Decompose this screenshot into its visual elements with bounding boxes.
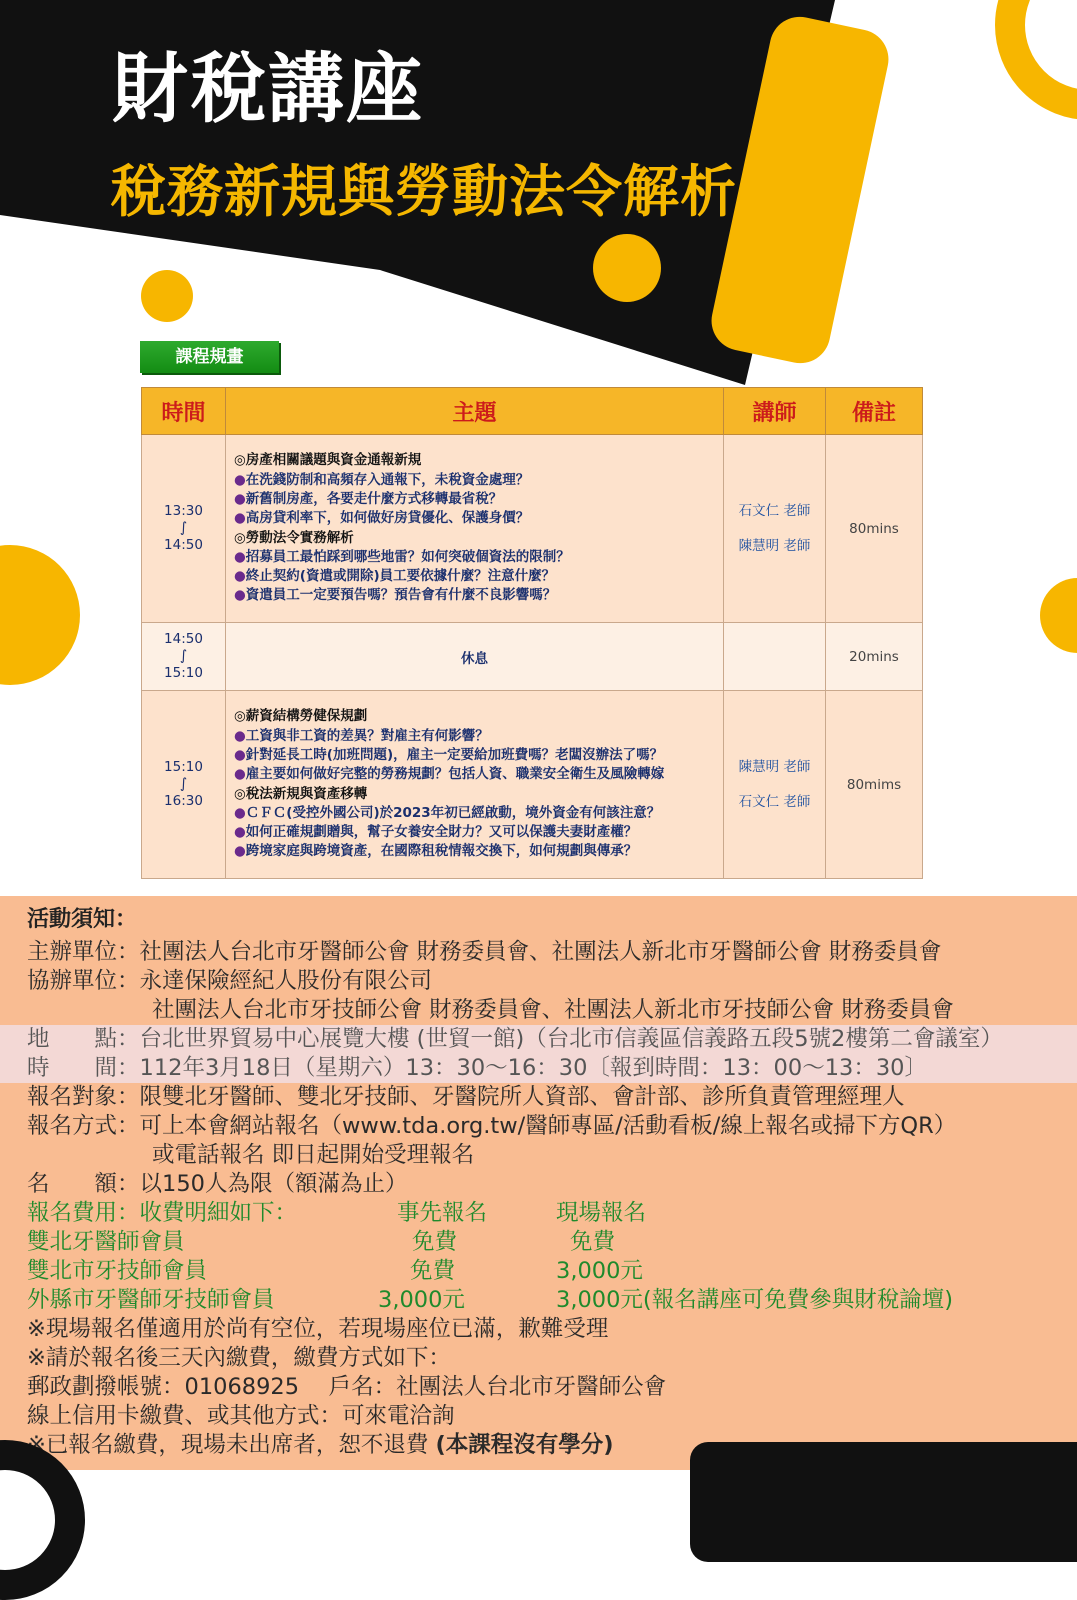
table-row [142, 435, 923, 623]
note-cell: 80mims [826, 691, 923, 879]
teacher-cell-empty [724, 623, 826, 691]
topic-cell [226, 435, 724, 623]
fee-intro: 收費明細如下： [139, 1200, 298, 1226]
teacher-name: 石文仁 老師 [738, 502, 811, 519]
quota-value: 以150人為限（額滿為止） [139, 1171, 408, 1197]
fee-member: 雙北牙醫師會員 [27, 1229, 185, 1255]
fee-advance: 免費 [412, 1229, 458, 1255]
teacher-name: 石文仁 老師 [738, 793, 811, 810]
topic-section: ◎薪資結構勞健保規劃 [234, 708, 368, 725]
notice-heading: 活動須知： [27, 907, 138, 932]
topic-cell [226, 691, 724, 879]
break-label: 休息 [226, 623, 724, 691]
course-plan-tag: 課程規畫 [140, 341, 279, 373]
teacher-cell [724, 691, 826, 879]
fee-label: 報名費用： [27, 1200, 140, 1226]
time-start: 15:10 [164, 759, 203, 775]
topic-item: ●高房貸利率下，如何做好房貸優化、保護身價？ [234, 510, 530, 527]
header-teacher: 講師 [724, 388, 826, 435]
audience-label: 報名對象： [27, 1084, 140, 1110]
note-cell: 20mins [826, 623, 923, 691]
yellow-half-circle-shape [0, 545, 80, 685]
quota-label: 名 額： [27, 1171, 140, 1197]
time-cell [142, 435, 226, 623]
method-value: 可上本會網站報名（www.tda.org.tw/醫師專區/活動看板/線上報名或掃下方QR） [139, 1113, 957, 1139]
time-separator: ∫ [179, 520, 188, 536]
teacher-cell [724, 435, 826, 623]
remark-line: ※現場報名僅適用於尚有空位，若現場座位已滿，歉難受理 [27, 1316, 609, 1342]
venue-value: 台北世界貿易中心展覽大樓 (世貿一館)（台北市信義區信義路五段5號2樓第二會議室） [139, 1026, 1003, 1052]
bullet-icon: ● [234, 843, 246, 860]
topic-item: ●在洗錢防制和高頻存入通報下，未稅資金處理？ [234, 471, 530, 488]
venue-label: 地 點： [27, 1026, 140, 1052]
time-cell [142, 691, 226, 879]
topic-item: ●招募員工最怕踩到哪些地雷？如何突破個資法的限制？ [234, 548, 570, 565]
co-organizer-value: 永達保險經紀人股份有限公司 [139, 968, 433, 994]
organizer-label: 主辦單位： [27, 939, 140, 965]
fee-advance: 免費 [410, 1258, 456, 1284]
time-value: 112年3月18日（星期六）13：30〜16：30〔報到時間：13：00〜13：30〕 [139, 1055, 927, 1081]
co-organizer-label: 協辦單位： [27, 968, 140, 994]
bullet-icon: ● [234, 548, 246, 565]
sub-title: 稅務新規與勞動法令解析 [110, 160, 737, 225]
topic-section: ◎房產相關議題與資金通報新規 [234, 452, 422, 469]
main-title: 財稅講座 [112, 44, 424, 133]
audience-line [27, 1083, 905, 1112]
bullet-icon: ● [234, 568, 246, 585]
fee-onsite: 3,000元(報名講座可免費參與財稅論壇) [556, 1287, 953, 1313]
time-start: 14:50 [164, 631, 203, 647]
topic-item: ●針對延長工時(加班問題)，雇主一定要給加班費嗎？老闆沒辦法了嗎？ [234, 746, 664, 763]
bullet-icon: ● [234, 824, 246, 841]
online-pay-line: 線上信用卡繳費、或其他方式：可來電洽詢 [27, 1403, 455, 1429]
fee-header-line [27, 1199, 297, 1228]
note-cell: 80mins [826, 435, 923, 623]
audience-value: 限雙北牙醫師、雙北牙技師、牙醫院所人資部、會計部、診所負責管理經理人 [139, 1084, 905, 1110]
topic-item: ●ＣＦＣ(受控外國公司)於2023年初已經啟動，境外資金有何該注意？ [234, 804, 661, 821]
topic-item: ●新舊制房產，各要走什麼方式移轉最省稅？ [234, 490, 503, 507]
time-label: 時 間： [27, 1055, 140, 1081]
topic-item: ●如何正確規劃贈與，幫子女養安全財力？又可以保護夫妻財產權？ [234, 824, 638, 841]
topic-section: ◎稅法新規與資產移轉 [234, 785, 368, 802]
time-line [27, 1054, 927, 1083]
bullet-icon: ● [234, 587, 246, 604]
time-cell [142, 623, 226, 691]
remark-line: ※請於報名後三天內繳費，繳費方式如下： [27, 1345, 451, 1371]
table-header-row [142, 388, 923, 435]
table-row-break [142, 623, 923, 691]
fee-onsite: 免費 [570, 1229, 616, 1255]
time-end: 14:50 [164, 537, 203, 553]
yellow-dot-shape [593, 234, 661, 302]
topic-item: ●工資與非工資的差異？對雇主有何影響？ [234, 727, 489, 744]
time-separator: ∫ [179, 648, 188, 664]
teacher-name: 陳慧明 老師 [738, 537, 811, 554]
fee-onsite: 3,000元 [556, 1258, 643, 1284]
quota-line [27, 1170, 407, 1199]
yellow-half-circle-shape [1040, 578, 1077, 653]
bullet-icon: ● [234, 804, 246, 821]
fee-member: 雙北市牙技師會員 [27, 1258, 208, 1284]
header-topic: 主題 [226, 388, 724, 435]
fee-col-advance: 事先報名 [397, 1200, 488, 1226]
header-note: 備註 [826, 388, 923, 435]
method-line [27, 1112, 956, 1141]
yellow-dot-shape [141, 270, 193, 322]
fee-member: 外縣市牙醫師牙技師會員 [27, 1287, 275, 1313]
organizer-value: 社團法人台北市牙醫師公會 財務委員會、社團法人新北市牙醫師公會 財務委員會 [139, 939, 942, 965]
topic-item: ●跨境家庭與跨境資產，在國際租稅情報交換下，如何規劃與傳承？ [234, 843, 638, 860]
fee-col-onsite: 現場報名 [556, 1200, 647, 1226]
table-row [142, 691, 923, 879]
topic-item: ●終止契約(資遣或開除)員工要依據什麼？注意什麼？ [234, 568, 556, 585]
bullet-icon: ● [234, 471, 246, 488]
bullet-icon: ● [234, 746, 246, 763]
fee-advance: 3,000元 [378, 1287, 465, 1313]
topic-section: ◎勞動法令實務解析 [234, 529, 354, 546]
bullet-icon: ● [234, 510, 246, 527]
teacher-name: 陳慧明 老師 [738, 758, 811, 775]
bullet-icon: ● [234, 490, 246, 507]
no-credit-note: (本課程沒有學分) [435, 1432, 614, 1458]
time-end: 15:10 [164, 665, 203, 681]
co-organizer-line [27, 967, 432, 996]
method-label: 報名方式： [27, 1113, 140, 1139]
co-organizer-line-2: 社團法人台北市牙技師公會 財務委員會、社團法人新北市牙技師公會 財務委員會 [152, 997, 954, 1023]
refund-remark: ※已報名繳費，現場未出席者，恕不退費 [27, 1432, 436, 1458]
method-line-2: 或電話報名 即日起開始受理報名 [152, 1142, 475, 1168]
topic-item: ●雇主要如何做好完整的勞務規劃？包括人資、職業安全衛生及風險轉嫁 [234, 766, 665, 783]
organizer-line [27, 938, 941, 967]
time-end: 16:30 [164, 793, 203, 809]
bullet-icon: ● [234, 766, 246, 783]
time-start: 13:30 [164, 503, 203, 519]
topic-item: ●資遣員工一定要預告嗎？預告會有什麼不良影響嗎？ [234, 587, 557, 604]
venue-line [27, 1025, 1003, 1054]
schedule-table [141, 387, 923, 879]
time-separator: ∫ [179, 776, 188, 792]
remark-line [27, 1431, 614, 1460]
black-corner-shape [690, 1442, 1077, 1562]
header-time: 時間 [142, 388, 226, 435]
postal-line: 郵政劃撥帳號：01068925 戶名：社團法人台北市牙醫師公會 [27, 1374, 667, 1400]
bullet-icon: ● [234, 727, 246, 744]
